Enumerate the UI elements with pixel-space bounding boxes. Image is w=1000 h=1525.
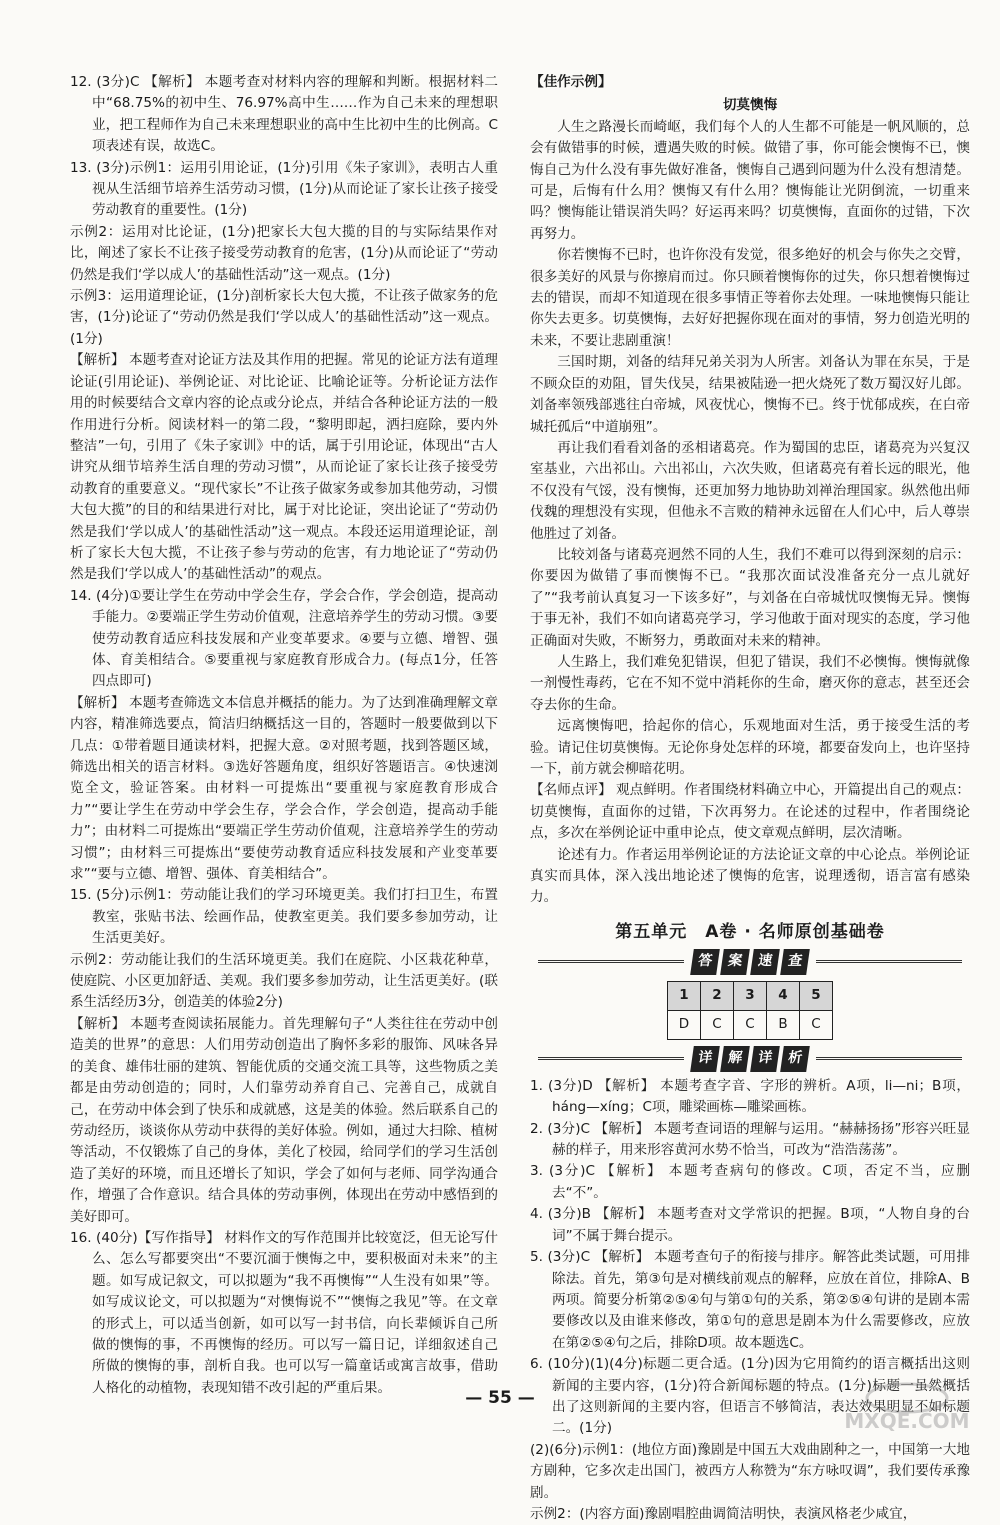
essay-paragraph: 比较刘备与诸葛亮迥然不同的人生，我们不难可以得到深刻的启示：你要因为做错了事而懊悔不已。“我那次面试没准备充分一点儿就好了”“我考前认真复习一下该多好”，与刘备在白帝城忧叹懊悔无异。懊悔于事无补，我们不如向诸葛亮学习，学习他敢于面对现实的态度，学习他正确面对失败，不断努力，勇敢面对未来的精神。: [530, 546, 970, 649]
answer-q13-example-2: 示例2：运用对比论证，(1分)把家长大包大揽的目的与实际结果作对比，阐述了家长不让孩子接受劳动教育的危害，(1分)从而论证了“劳动仍然是我们‘学以成人’的基础性活动”这一观点。(1分): [70, 223, 498, 283]
answer-a6: 6. (10分)(1)(4分)标题二更合适。(1分)因为它用简约的语言概括出这则新闻的主要内容，(1分)符合新闻标题的特点。(1分)标题一虽然概括出了这则新闻的主要内容，但语言不够简洁，表达效果明显不如标题二。(1分): [530, 1356, 970, 1437]
answer-q12: 12. (3分)C 【解析】 本题考查对材料内容的理解和判断。根据材料二中“68.75%的初中生、76.97%高中生……作为自己未来的理想职业，把工程师作为自己未来理想职业的高中生比初中生的比例高。C项表述有误，故选C。: [70, 74, 498, 155]
example-essay-tag: 【佳作示例】: [530, 74, 612, 90]
banner-char: 析: [780, 1046, 810, 1072]
answer-letter: D: [668, 1010, 701, 1039]
detailed-analysis-banner: [530, 1046, 970, 1072]
essay-title: 切莫懊悔: [722, 97, 778, 114]
banner-char: 案: [720, 949, 750, 975]
essay-paragraph: 三国时期，刘备的结拜兄弟关羽为人所害。刘备认为罪在东吴，于是不顾众臣的劝阻，冒失伐吴，结果被陆逊一把火烧死了数万蜀汉好儿郎。刘备率领残部逃往白帝城，风夜忧心，懊悔不已。终于忧郁成疾，在白帝城托孤后“中道崩殂”。: [530, 354, 970, 435]
banner-char: 答: [690, 949, 720, 975]
answer-q14-analysis: 【解析】 本题考查筛选文本信息并概括的能力。为了达到准确理解文章内容，精准筛选要点，简洁归纳概括这一目的，答题时一般要做到以下几点：①带着题目通读材料，把握大意。②对照考题，找到答题区域，筛选出相关的语言材料。③选好答题角度，组织好答题语言。④快速浏览全文，验证答案。由材料一可提炼出“要重视与家庭教育形成合力”“要让学生在劳动中学会生存，学会合作，学会创造，提高动手能力”；由材料二可提炼出“要端正学生劳动价值观，注意培养学生的劳动习惯”；由材料三可提炼出“要使劳动教育适应科技发展和产业变革要求”“要与立德、增智、强体、育美相结合”。: [70, 694, 498, 883]
answer-a3: 3. (3分)C 【解析】 本题考查病句的修改。C项，否定不当，应删去“不”。: [530, 1163, 970, 1201]
answer-letter: B: [767, 1010, 800, 1039]
question-number: 5: [800, 981, 833, 1010]
answer-q14: 14. (4分)①要让学生在劳动中学会生存，学会合作，学会创造，提高动手能力。②要端正学生劳动价值观，注意培养学生的劳动习惯。③要使劳动教育适应科技发展和产业变革要求。④要与立德、增智、强体、育美相结合。⑤要重视与家庭教育形成合力。(每点1分，任答四点即可): [70, 587, 498, 690]
answer-q15-example-2: 示例2：劳动能让我们的生活环境更美。我们在庭院、小区栽花种草，使庭院、小区更加舒适、美观。我们要多参加劳动，让生活更美好。(联系生活经历3分，创造美的体验2分): [70, 951, 498, 1011]
question-number: 1: [668, 981, 701, 1010]
answer-table-number-row: [668, 981, 833, 1010]
essay-paragraph: 再让我们看看刘备的丞相诸葛亮。作为蜀国的忠臣，诸葛亮为兴复汉室基业，六出祁山。六出祁山，六次失败，但诸葛亮有着长远的眼光，他不仅没有气馁，没有懊悔，还更加努力地协助刘禅治理国家。纵然他出师伐魏的理想没有实现，但他永不言败的精神永远留在人们心中，后人尊崇他胜过了刘备。: [530, 439, 970, 542]
essay-paragraph: 你若懊悔不已时，也许你没有发觉，很多绝好的机会与你失之交臂，很多美好的风景与你擦肩而过。你只顾着懊悔你的过失，你只想着懊悔过去的错误，而却不知道现在很多事情正等着你去处理。一味地懊悔只能让你失去更多。切莫懊悔，去好好把握你现在面对的事情，努力创造光明的未来，不要让悲剧重演！: [530, 247, 970, 349]
banner-char: 详: [690, 1046, 720, 1072]
answer-quick-check-banner: [530, 949, 970, 975]
banner-char: 速: [750, 949, 780, 975]
answer-a6-example-2: 示例2：(内容方面)豫剧唱腔曲调简洁明快，表演风格老少咸宜，: [530, 1505, 917, 1522]
teacher-comment-2: 论述有力。作者运用举例论证的方法论证文章的中心论点。举例论证真实而具体，深入浅出地论述了懊悔的危害，说理透彻，语言富有感染力。: [530, 846, 970, 906]
answer-letter: C: [734, 1010, 767, 1039]
banner-char: 解: [720, 1046, 750, 1072]
question-number: 2: [701, 981, 734, 1010]
page-number: — 55 —: [465, 1388, 535, 1408]
answer-table-letter-row: [668, 1010, 833, 1039]
watermark-text: MXQE.COM: [844, 1409, 970, 1432]
left-column: [70, 72, 498, 1399]
answer-a6-part-2: (2)(6分)示例1：(地位方面)豫剧是中国五大戏曲剧种之一，中国第一大地方剧种，它多次走出国门，被西方人称赞为“东方咏叹调”，我们要传承豫剧。: [530, 1441, 970, 1501]
answer-q13-example-3: 示例3：运用道理论证，(1分)剖析家长大包大揽，不让孩子做家务的危害，(1分)论证了“劳动仍然是我们‘学以成人’的基础性活动”这一观点。(1分): [70, 288, 498, 347]
answer-a4: 4. (3分)B 【解析】 本题考查对文学常识的把握。B项，“人物自身的台词”不属于舞台提示。: [530, 1206, 970, 1244]
essay-paragraph: 人生之路漫长而崎岖，我们每个人的人生都不可能是一帆风顺的，总会有做错事的时候，遭遇失败的时候。做错了事，你可能会懊悔不已，懊悔自己为什么没有事先做好准备，懊悔自己遇到问题为什么没有想清楚。可是，后悔有什么用？懊悔又有什么用？懊悔能让光阴倒流，一切重来吗？懊悔能让错误消失吗？好运再来吗？切莫懊悔，直面你的过错，下次再努力。: [530, 118, 970, 242]
watermark-logo-icon: [832, 1380, 982, 1432]
answer-table: [667, 981, 833, 1040]
essay-body: [530, 117, 970, 781]
divider: [538, 1057, 684, 1060]
right-column: [530, 72, 970, 1525]
answer-q13: 13. (3分)示例1：运用引用论证，(1分)引用《朱子家训》，表明古人重视从生活细节培养生活劳动习惯，(1分)从而论证了家长让孩子接受劳动教育的重要性。(1分): [70, 159, 498, 219]
answer-a2: 2. (3分)C 【解析】 本题考查词语的理解与运用。“赫赫扬扬”形容兴旺显赫的样子，用来形容黄河水势不恰当，可改为“浩浩荡荡”。: [530, 1120, 970, 1159]
answer-a5: 5. (3分)C 【解析】 本题考查句子的衔接与排序。解答此类试题，可用排除法。首先，第③句是对横线前观点的解释，应放在首位，排除A、B两项。简要分析第②⑤④句与第①句的关系，第②⑤④句讲的是剧本需要修改以及由谁来修改，第①句的意思是剧本为什么需要修改，应放在第②⑤④句之后，排除D项。故本题选C。: [530, 1249, 970, 1351]
divider: [538, 960, 684, 963]
teacher-comment: 【名师点评】 观点鲜明。作者围绕材料确立中心，开篇提出自己的观点：切莫懊悔，直面你的过错，下次再努力。在论述的过程中，作者围绕论点，多次在举例论证中重申论点，使文章观点鲜明，层次清晰。: [530, 782, 970, 842]
answer-q16: 16. (40分)【写作指导】 材料作文的写作范围并比较宽泛，但无论写什么、怎么写都要突出“不要沉湎于懊悔之中，要积极面对未来”的主题。如写成记叙文，可以拟题为“我不再懊悔”“人生没有如果”等。如写成议论文，可以拟题为“对懊悔说不”“懊悔之我见”等。在文章的形式上，可以适当创新，如可以写一封书信，向长辈倾诉自己所做的懊悔的事，不再懊悔的经历。可以写一篇日记，详细叙述自己所做的懊悔的事，剖析自我。也可以写一篇童话或寓言故事，借助人格化的动植物，表现知错不改引起的严重后果。: [70, 1229, 498, 1396]
divider: [816, 960, 962, 963]
unit-heading: 第五单元 A卷 · 名师原创基础卷: [615, 921, 885, 942]
answer-q15: 15. (5分)示例1：劳动能让我们的学习环境更美。我们打扫卫生，布置教室，张贴书法、绘画作品，使教室更美。我们要多参加劳动，让生活更美好。: [70, 887, 498, 947]
essay-paragraph: 人生路上，我们难免犯错误，但犯了错误，我们不必懊悔。懊悔就像一剂慢性毒药，它在不知不觉中消耗你的生命，磨灭你的意志，甚至还会夺去你的生命。: [530, 653, 970, 713]
answer-a1: 1. (3分)D 【解析】 本题考查字音、字形的辨析。A项，li—ni；B项，háng—xíng；C项，雕梁画栋—雕梁画栋。: [530, 1077, 970, 1116]
divider: [816, 1057, 962, 1060]
answer-letter: C: [800, 1010, 833, 1039]
answer-q13-analysis: 【解析】 本题考查对论证方法及其作用的把握。常见的论证方法有道理论证(引用论证)、举例论证、对比论证、比喻论证等。分析论证方法作用的时候要结合文章内容的论点或分论点，并结合各种论证方法的一般作用进行分析。阅读材料一的第二段，“黎明即起，洒扫庭除，要内外整洁”一句，引用了《朱子家训》中的话，属于引用论证，体现出“古人讲究从细节培养生活自理的劳动习惯”，从而论证了家长让孩子接受劳动教育的重要意义。“现代家长”不让孩子做家务或参加其他劳动，习惯大包大揽”的目的和结果进行对比，属于对比论证，突出论证了“劳动仍然是我们‘学以成人’的基础性活动”这一观点。本段还运用道理论证，剖析了家长大包大揽，不让孩子参与劳动的危害，有力地论证了“劳动仍然是我们‘学以成人’的基础性活动”的观点。: [70, 352, 498, 583]
answer-letter: C: [701, 1010, 734, 1039]
question-number: 3: [734, 981, 767, 1010]
banner-char: 详: [750, 1046, 780, 1072]
question-number: 4: [767, 981, 800, 1010]
essay-paragraph: 远离懊悔吧，拾起你的信心，乐观地面对生活，勇于接受生活的考验。请记住切莫懊悔。无论你身处怎样的环境，都要奋发向上，也许坚持一下，前方就会柳暗花明。: [530, 718, 970, 777]
answer-q15-analysis: 【解析】 本题考查阅读拓展能力。首先理解句子“人类往往在劳动中创造美的世界”的意思：人们用劳动创造出了胸怀多彩的服饰、风味各异的美食、雄伟壮丽的建筑、智能优质的交通交流工具等，这些物质之美都是由劳动创造的；同时，人们靠劳动养育自己、完善自己，成就自己，在劳动中体会到了快乐和成就感，这是美的体验。然后联系自己的劳动经历，谈谈你从劳动中获得的美好体验。例如，通过大扫除、植树等活动，不仅锻炼了自己的身体，美化了校园，给同学们的学习生活创造了美好的环境，而且还增长了知识，学会了如何与老师、同学沟通合作，增强了合作意识。结合具体的劳动事例，体现出在劳动中感悟到的美好即可。: [70, 1015, 498, 1225]
banner-char: 查: [780, 949, 810, 975]
